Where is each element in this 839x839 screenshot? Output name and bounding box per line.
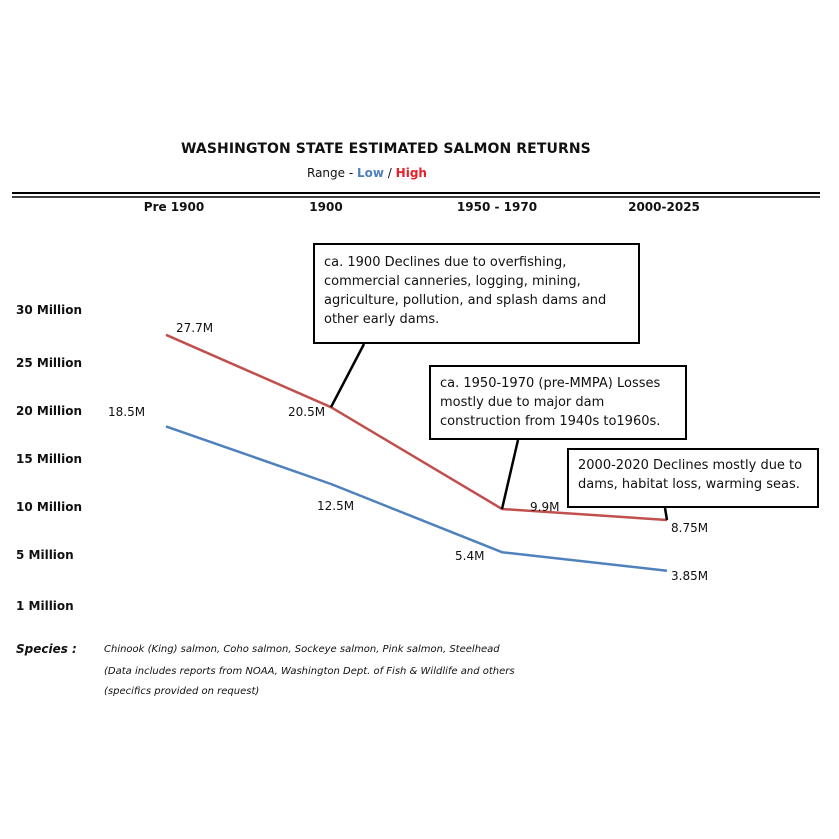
category-label-pre-1900: Pre 1900 bbox=[143, 200, 205, 214]
y-tick-label: 15 Million bbox=[16, 452, 83, 466]
y-tick-label: 30 Million bbox=[16, 303, 83, 317]
annotation-connector-1950-1970 bbox=[502, 440, 518, 509]
subtitle-prefix: Range - bbox=[307, 166, 357, 180]
species-label: Species : bbox=[16, 642, 77, 656]
source-note: (Data includes reports from NOAA, Washington Dept. of Fish & Wildlife and others bbox=[104, 666, 515, 677]
annotation-1950-1970: ca. 1950-1970 (pre-MMPA) Losses mostly due to major dam construction from 1940s to1960s. bbox=[429, 365, 687, 440]
data-label-low-pre-1900: 18.5M bbox=[108, 405, 146, 419]
data-label-high-pre-1900: 27.7M bbox=[176, 321, 214, 335]
data-label-low-1950-1970: 5.4M bbox=[455, 549, 485, 563]
subtitle-low-label: Low bbox=[357, 166, 384, 180]
data-label-low-2000-2025: 3.85M bbox=[671, 569, 709, 583]
annotation-connector-2000-2020 bbox=[665, 508, 667, 520]
category-label-2000-2025: 2000-2025 bbox=[628, 200, 700, 214]
data-label-high-2000-2025: 8.75M bbox=[671, 521, 709, 535]
subtitle-separator: / bbox=[383, 166, 396, 180]
y-tick-label: 1 Million bbox=[16, 599, 74, 613]
y-tick-label: 20 Million bbox=[16, 404, 83, 418]
y-tick-label: 5 Million bbox=[16, 548, 74, 562]
species-list: Chinook (King) salmon, Coho salmon, Sockeye salmon, Pink salmon, Steelhead bbox=[104, 644, 500, 655]
category-label-1950-1970: 1950 - 1970 bbox=[456, 200, 538, 214]
annotation-connector-1900 bbox=[331, 344, 364, 407]
annotation-1900: ca. 1900 Declines due to overfishing, commercial canneries, logging, mining, agriculture, pollution, and splash dams and other early dams. bbox=[313, 243, 640, 344]
annotation-2000-2020: 2000-2020 Declines mostly due to dams, habitat loss, warming seas. bbox=[567, 448, 819, 508]
data-label-low-1900: 12.5M bbox=[317, 499, 355, 513]
y-tick-label: 25 Million bbox=[16, 356, 83, 370]
request-note: (specifics provided on request) bbox=[104, 686, 260, 697]
category-label-1900: 1900 bbox=[309, 200, 343, 214]
chart-title: WASHINGTON STATE ESTIMATED SALMON RETURNS bbox=[181, 141, 591, 157]
subtitle-high-label: High bbox=[395, 166, 427, 180]
y-tick-label: 10 Million bbox=[16, 500, 83, 514]
data-label-high-1900: 20.5M bbox=[288, 405, 326, 419]
data-label-high-1950-1970: 9.9M bbox=[530, 500, 560, 514]
